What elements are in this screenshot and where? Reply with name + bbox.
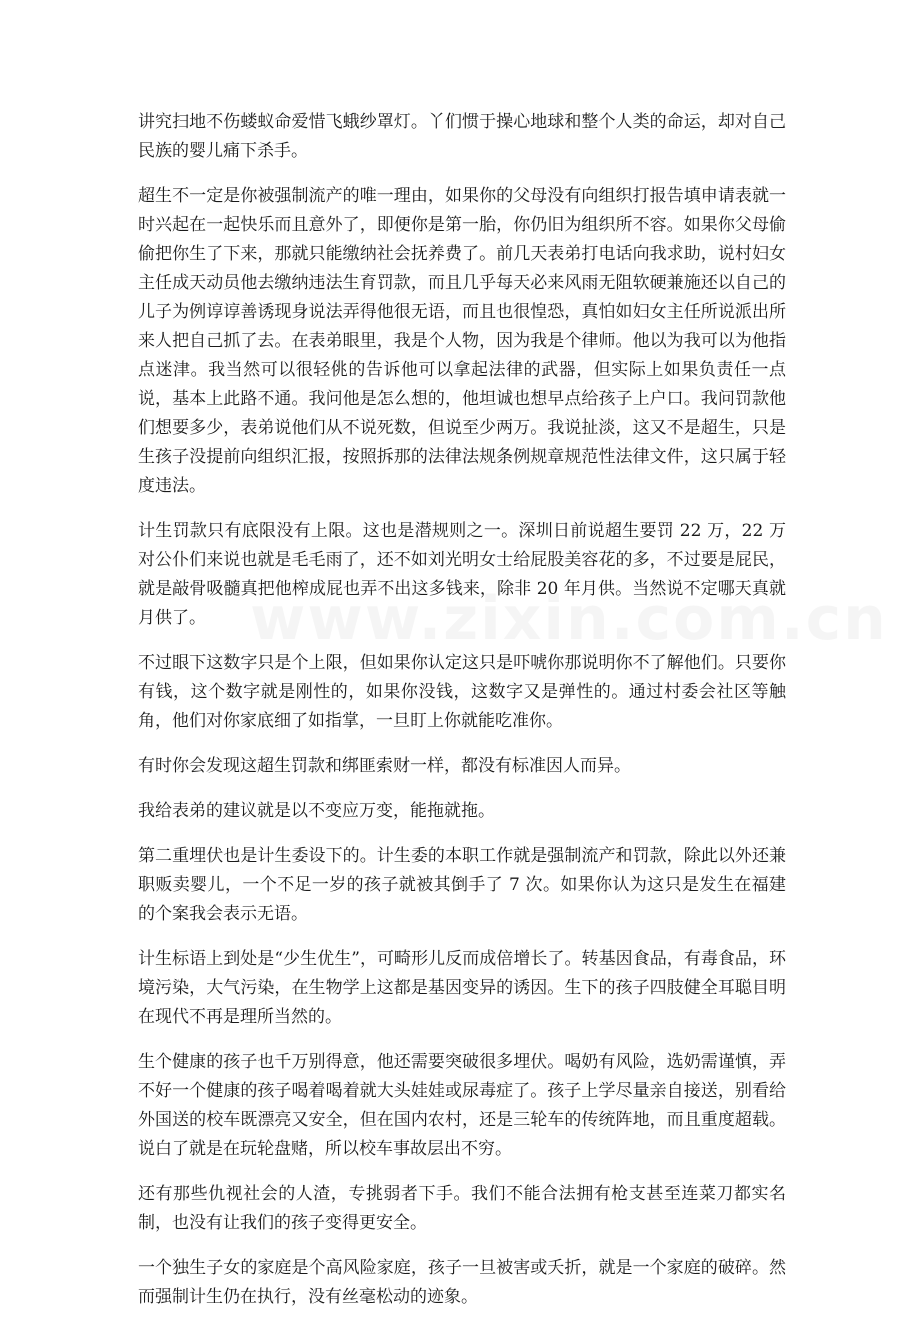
paragraph-5: 有时你会发现这超生罚款和绑匪索财一样，都没有标准因人而异。 bbox=[138, 756, 631, 776]
paragraph-3: 计生罚款只有底限没有上限。这也是潜规则之一。深圳日前说超生要罚 22 万，22 万对公仆们来说也就是毛毛雨了，还不如刘光明女士给屁股美容花的多，不过要是屁民，就是敲骨吸髓真把他榨成屁也弄不出这多钱来，除非 20 年月供。当然说不定哪天真就月供了。 bbox=[138, 521, 786, 628]
paragraph-8: 计生标语上到处是“少生优生”，可畸形儿反而成倍增长了。转基因食品，有毒食品，环境污染，大气污染，在生物学上这都是基因变异的诱因。生下的孩子四肢健全耳聪目明在现代不再是理所当然的。 bbox=[138, 949, 786, 1027]
paragraph-11: 一个独生子女的家庭是个高风险家庭，孩子一旦被害或夭折，就是一个家庭的破碎。然而强制计生仍在执行，没有丝毫松动的迹象。 bbox=[138, 1258, 786, 1307]
document-body bbox=[138, 108, 786, 1328]
paragraph-9: 生个健康的孩子也千万别得意，他还需要突破很多埋伏。喝奶有风险，选奶需谨慎，弄不好一个健康的孩子喝着喝着就大头娃娃或尿毒症了。孩子上学尽量亲自接送，别看给外国送的校车既漂亮又安全，但在国内农村，还是三轮车的传统阵地，而且重度超载。说白了就是在玩轮盘赌，所以校车事故层出不穷。 bbox=[138, 1052, 786, 1159]
paragraph-1: 讲究扫地不伤蝼蚁命爱惜飞蛾纱罩灯。丫们惯于操心地球和整个人类的命运，却对自己民族的婴儿痛下杀手。 bbox=[138, 112, 786, 161]
paragraph-7: 第二重埋伏也是计生委设下的。计生委的本职工作就是强制流产和罚款，除此以外还兼职贩卖婴儿，一个不足一岁的孩子就被其倒手了 7 次。如果你认为这只是发生在福建的个案我会表示无语。 bbox=[138, 846, 786, 924]
paragraph-10: 还有那些仇视社会的人渣，专挑弱者下手。我们不能合法拥有枪支甚至连菜刀都实名制，也没有让我们的孩子变得更安全。 bbox=[138, 1184, 786, 1233]
paragraph-2: 超生不一定是你被强制流产的唯一理由，如果你的父母没有向组织打报告填申请表就一时兴起在一起快乐而且意外了，即便你是第一胎，你仍旧为组织所不容。如果你父母偷偷把你生了下来，那就只能缴纳社会抚养费了。前几天表弟打电话向我求助，说村妇女主任成天动员他去缴纳违法生育罚款，而且几乎每天必来风雨无阻软硬兼施还以自己的儿子为例谆谆善诱现身说法弄得他很无语，而且也很惶恐，真怕如妇女主任所说派出所来人把自己抓了去。在表弟眼里，我是个人物，因为我是个律师。他以为我可以为他指点迷津。我当然可以很轻佻的告诉他可以拿起法律的武器，但实际上如果负责任一点说，基本上此路不通。我问他是怎么想的，他坦诚也想早点给孩子上户口。我问罚款他们想要多少，表弟说他们从不说死数，但说至少两万。我说扯淡，这又不是超生，只是生孩子没提前向组织汇报，按照拆那的法律法规条例规章规范性法律文件，这只属于轻度违法。 bbox=[138, 186, 786, 496]
paragraph-6: 我给表弟的建议就是以不变应万变，能拖就拖。 bbox=[138, 801, 495, 821]
paragraph-4: 不过眼下这数字只是个上限，但如果你认定这只是吓唬你那说明你不了解他们。只要你有钱，这个数字就是刚性的，如果你没钱，这数字又是弹性的。通过村委会社区等触角，他们对你家底细了如指掌，一旦盯上你就能吃准你。 bbox=[138, 653, 786, 731]
